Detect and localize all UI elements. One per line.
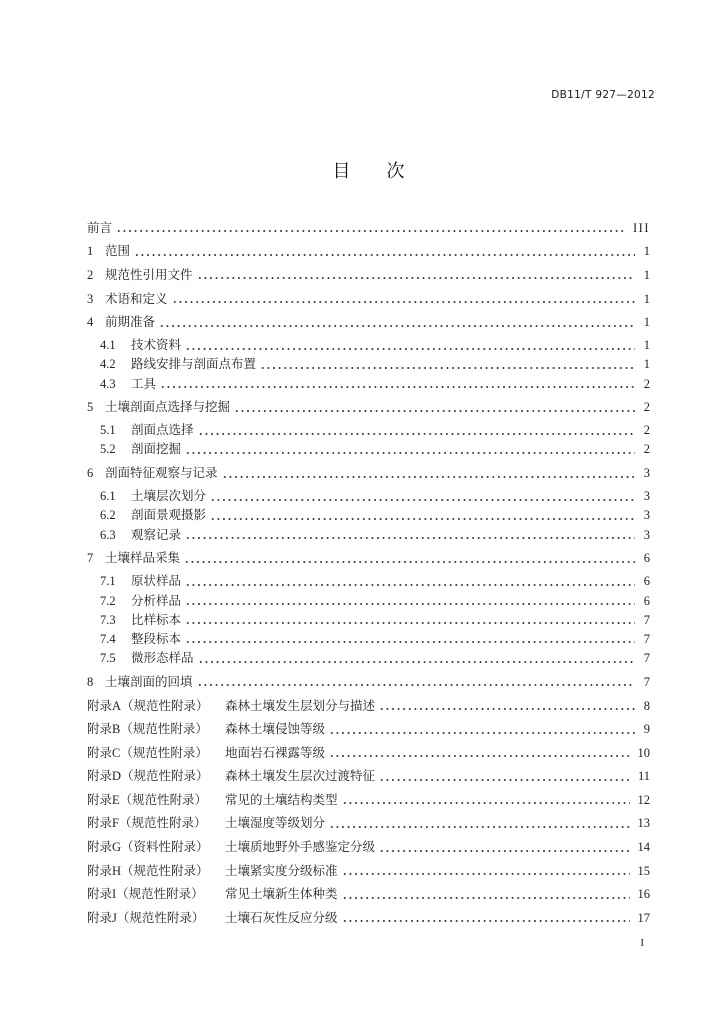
toc-entry-number: 4.1	[100, 338, 116, 353]
toc-entry-1	[87, 240, 650, 264]
toc-entry-number: 6.1	[100, 489, 116, 504]
dot-leader	[185, 595, 635, 606]
dot-leader	[197, 269, 635, 280]
appendix-label: 附录H（规范性附录）	[87, 863, 209, 878]
toc-entry-page: 6	[643, 593, 650, 608]
toc-entry-number: 8	[87, 674, 94, 689]
toc-entry-7-5	[87, 649, 650, 668]
dot-leader	[210, 491, 635, 502]
toc-entry-label: 剖面点选择	[131, 423, 194, 438]
toc-entry-page: 3	[643, 466, 650, 481]
toc-entry-number: 7	[87, 551, 94, 566]
toc-entry-label: 微形态样品	[131, 651, 194, 666]
toc-entry-page: 7	[643, 674, 650, 689]
table-of-contents	[87, 216, 650, 930]
toc-entry-label: 范围	[105, 244, 131, 259]
toc-entry-page: 7	[643, 612, 650, 627]
dot-leader	[198, 425, 635, 436]
toc-entry-2	[87, 263, 650, 287]
toc-entry-7-1	[87, 572, 650, 591]
appendix-title: 土壤湿度等级划分	[225, 816, 326, 831]
page-title: 目 次	[332, 161, 405, 182]
appendix-title: 地面岩石裸露等级	[225, 745, 326, 760]
appendix-label: 附录J（规范性附录）	[87, 910, 205, 925]
appendix-title: 森林土壤侵蚀等级	[225, 722, 326, 737]
dot-leader	[329, 747, 629, 758]
dot-leader	[342, 912, 630, 923]
toc-entry-appendix-h	[87, 859, 650, 883]
dot-leader	[379, 842, 629, 853]
toc-entry-label: 比样标本	[131, 612, 182, 627]
toc-entry-appendix-i	[87, 882, 650, 906]
toc-entry-number: 6.3	[100, 527, 116, 542]
dot-leader	[329, 724, 635, 735]
toc-entry-page: 2	[643, 400, 650, 415]
toc-entry-number: 7.2	[100, 593, 116, 608]
dot-leader	[185, 614, 635, 625]
dot-leader	[342, 865, 630, 876]
appendix-title: 森林土壤发生层划分与描述	[225, 698, 376, 713]
toc-entry-page: 1	[643, 244, 650, 259]
toc-entry-6-1	[87, 487, 650, 506]
dot-leader	[342, 794, 630, 805]
toc-entry-label: 规范性引用文件	[105, 267, 193, 282]
toc-entry-label: 前言	[87, 220, 113, 235]
appendix-title: 常见土壤新生体种类	[225, 887, 338, 902]
toc-entry-number: 7.3	[100, 612, 116, 627]
appendix-label: 附录G（资料性附录）	[87, 840, 209, 855]
toc-entry-3	[87, 287, 650, 311]
toc-entry-number: 5.2	[100, 442, 116, 457]
toc-entry-number: 5	[87, 400, 94, 415]
toc-entry-label: 前期准备	[105, 315, 156, 330]
dot-leader	[184, 553, 635, 564]
toc-entry-page: 1	[643, 267, 650, 282]
dot-leader	[185, 444, 635, 455]
toc-entry-4-3	[87, 374, 650, 393]
toc-entry-label: 土壤剖面的回填	[105, 674, 193, 689]
appendix-title: 森林土壤发生层次过渡特征	[225, 769, 376, 784]
dot-leader	[172, 293, 635, 304]
toc-entry-label: 术语和定义	[105, 291, 168, 306]
toc-entry-page: 16	[637, 887, 650, 902]
dot-leader	[198, 653, 635, 664]
toc-entry-appendix-e	[87, 788, 650, 812]
toc-entry-5-2	[87, 440, 650, 459]
dot-leader	[185, 529, 635, 540]
toc-entry-number: 7.1	[100, 574, 116, 589]
toc-entry-label: 土壤层次划分	[131, 489, 207, 504]
dot-leader	[342, 889, 630, 900]
toc-entry-page: 3	[643, 489, 650, 504]
toc-entry-number: 7.4	[100, 631, 116, 646]
appendix-label: 附录F（规范性附录）	[87, 816, 207, 831]
dot-leader	[222, 468, 635, 479]
dot-leader	[160, 378, 635, 389]
dot-leader	[379, 700, 635, 711]
appendix-label: 附录C（规范性附录）	[87, 745, 208, 760]
toc-entry-appendix-f	[87, 812, 650, 836]
appendix-title: 常见的土壤结构类型	[225, 792, 338, 807]
toc-entry-6-2	[87, 506, 650, 525]
toc-entry-page: 7	[643, 631, 650, 646]
appendix-title: 土壤紧实度分级标准	[225, 863, 338, 878]
toc-entry-number: 7.5	[100, 651, 116, 666]
toc-entry-page: 3	[643, 527, 650, 542]
toc-entry-page: 1	[643, 291, 650, 306]
dot-leader	[116, 222, 625, 233]
toc-entry-5	[87, 396, 650, 420]
toc-entry-label: 技术资料	[131, 338, 182, 353]
appendix-label: 附录A（规范性附录）	[87, 698, 209, 713]
toc-entry-label: 工具	[131, 376, 157, 391]
toc-entry-appendix-c	[87, 741, 650, 765]
toc-entry-page: 11	[637, 769, 650, 784]
toc-entry-label: 土壤剖面点选择与挖掘	[105, 400, 231, 415]
toc-entry-label: 剖面特征观察与记录	[105, 466, 218, 481]
toc-entry-7-4	[87, 629, 650, 648]
dot-leader	[197, 676, 635, 687]
appendix-title: 土壤质地野外手感鉴定分级	[225, 840, 376, 855]
toc-entry-page: 12	[637, 792, 650, 807]
toc-entry-label: 整段标本	[131, 631, 182, 646]
toc-entry-page: 3	[643, 508, 650, 523]
toc-entry-page: 14	[637, 840, 650, 855]
toc-entry-number: 4.3	[100, 376, 116, 391]
dot-leader	[185, 340, 635, 351]
toc-entry-page: 2	[643, 423, 650, 438]
document-code: DB11/T 927—2012	[551, 89, 655, 101]
appendix-label: 附录I（规范性附录）	[87, 887, 204, 902]
toc-entry-5-1	[87, 421, 650, 440]
appendix-title: 土壤石灰性反应分级	[225, 910, 338, 925]
toc-entry-page: 6	[643, 551, 650, 566]
dot-leader	[329, 818, 629, 829]
page-number: I	[640, 937, 644, 949]
toc-entry-label: 路线安排与剖面点布置	[131, 357, 257, 372]
toc-entry-page: 2	[643, 376, 650, 391]
toc-entry-number: 1	[87, 244, 94, 259]
toc-entry-7-3	[87, 610, 650, 629]
dot-leader	[134, 246, 635, 257]
toc-entry-page: 6	[643, 574, 650, 589]
toc-entry-page: 9	[643, 722, 650, 737]
toc-entry-page: 10	[637, 745, 650, 760]
toc-entry-label: 土壤样品采集	[105, 551, 181, 566]
toc-entry-page: 17	[637, 910, 650, 925]
toc-entry-label: 剖面挖掘	[131, 442, 182, 457]
toc-entry-appendix-j	[87, 906, 650, 930]
toc-entry-number: 2	[87, 267, 94, 282]
appendix-label: 附录B（规范性附录）	[87, 722, 208, 737]
toc-entry-6-3	[87, 525, 650, 544]
toc-entry-number: 3	[87, 291, 94, 306]
toc-entry-8	[87, 670, 650, 694]
toc-entry-7-2	[87, 591, 650, 610]
toc-entry-page: 15	[637, 863, 650, 878]
toc-entry-number: 6	[87, 466, 94, 481]
toc-entry-page: 1	[643, 357, 650, 372]
toc-entry-number: 4.2	[100, 357, 116, 372]
toc-entry-number: 5.1	[100, 423, 116, 438]
toc-entry-4-1	[87, 336, 650, 355]
dot-leader	[260, 359, 635, 370]
toc-entry-page: 7	[643, 651, 650, 666]
toc-entry-label: 分析样品	[131, 593, 182, 608]
toc-entry-6	[87, 461, 650, 485]
toc-entry-4	[87, 310, 650, 334]
toc-entry-page: 2	[643, 442, 650, 457]
appendix-label: 附录D（规范性附录）	[87, 769, 209, 784]
toc-entry-7	[87, 547, 650, 571]
toc-entry-foreword	[87, 216, 650, 240]
toc-entry-page: 1	[643, 338, 650, 353]
dot-leader	[379, 771, 630, 782]
toc-entry-page: III	[633, 220, 650, 235]
dot-leader	[234, 402, 635, 413]
toc-entry-4-2	[87, 355, 650, 374]
toc-entry-appendix-g	[87, 835, 650, 859]
dot-leader	[185, 576, 635, 587]
toc-entry-appendix-d	[87, 765, 650, 789]
toc-entry-label: 观察记录	[131, 527, 182, 542]
toc-entry-label: 原状样品	[131, 574, 182, 589]
toc-entry-appendix-a	[87, 694, 650, 718]
toc-entry-page: 13	[637, 816, 650, 831]
toc-entry-appendix-b	[87, 717, 650, 741]
toc-entry-label: 剖面景观摄影	[131, 508, 207, 523]
dot-leader	[185, 633, 635, 644]
dot-leader	[210, 510, 635, 521]
toc-entry-page: 8	[643, 698, 650, 713]
appendix-label: 附录E（规范性附录）	[87, 792, 208, 807]
toc-entry-number: 4	[87, 315, 94, 330]
toc-entry-page: 1	[643, 315, 650, 330]
dot-leader	[159, 317, 635, 328]
toc-entry-number: 6.2	[100, 508, 116, 523]
